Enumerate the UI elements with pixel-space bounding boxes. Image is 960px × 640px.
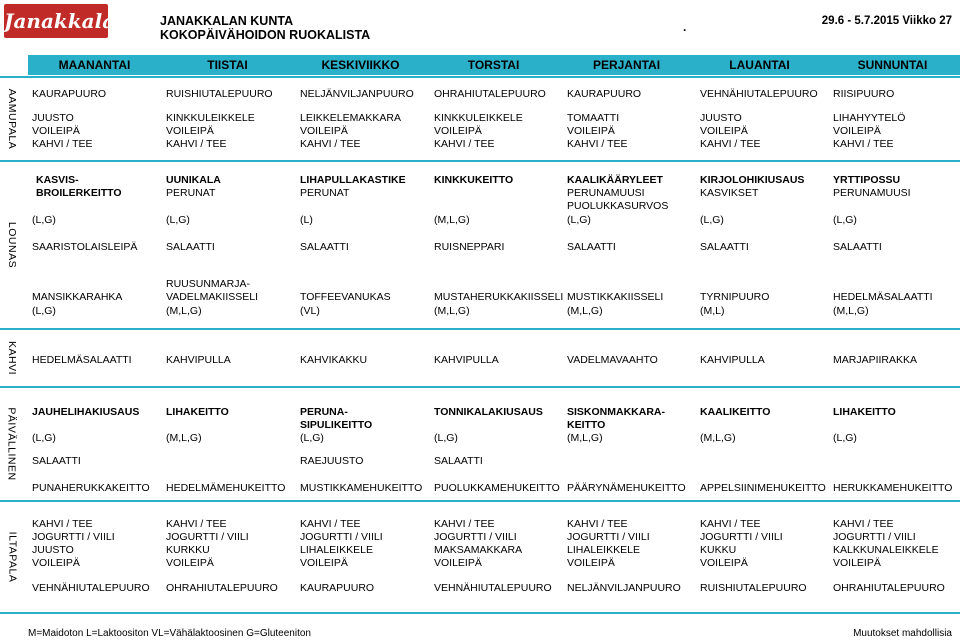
menu-item: JOGURTTI / VIILI bbox=[567, 531, 650, 543]
menu-item: KAALIKÄÄRYLEET bbox=[567, 174, 663, 186]
menu-item: KAHVIPULLA bbox=[434, 354, 499, 366]
menu-item: VOILEIPÄ bbox=[300, 125, 348, 137]
menu-item: HEDELMÄMEHUKEITTO bbox=[166, 482, 286, 494]
menu-item: PERUNA- bbox=[300, 406, 348, 418]
menu-item: JUUSTO bbox=[700, 112, 742, 124]
day-header: PERJANTAI bbox=[592, 58, 661, 72]
menu-item: APPELSIINIMEHUKEITTO bbox=[700, 482, 826, 494]
menu-item: NELJÄNVILJANPUURO bbox=[300, 88, 414, 100]
menu-item: (L,G) bbox=[32, 305, 56, 317]
menu-item: JOGURTTI / VIILI bbox=[434, 531, 517, 543]
menu-item: RUISNEPPARI bbox=[434, 241, 505, 253]
menu-item: PÄÄRYNÄMEHUKEITTO bbox=[567, 482, 686, 494]
menu-item: SALAATTI bbox=[166, 241, 215, 253]
menu-item: LIHALEIKKELE bbox=[300, 544, 373, 556]
menu-item: SALAATTI bbox=[700, 241, 749, 253]
menu-item: JOGURTTI / VIILI bbox=[833, 531, 916, 543]
menu-item: RAEJUUSTO bbox=[300, 455, 364, 467]
menu-item: JOGURTTI / VIILI bbox=[300, 531, 383, 543]
menu-item: KAHVI / TEE bbox=[166, 518, 227, 530]
day-header: MAANANTAI bbox=[58, 58, 131, 72]
janakkala-logo: Janakkala bbox=[4, 4, 108, 38]
menu-item: VOILEIPÄ bbox=[567, 557, 615, 569]
menu-item: VOILEIPÄ bbox=[166, 557, 214, 569]
menu-item: KAHVI / TEE bbox=[567, 138, 628, 150]
divider bbox=[0, 76, 960, 78]
menu-item: TYRNIPUURO bbox=[700, 291, 770, 303]
menu-item: LIHAKEITTO bbox=[833, 406, 896, 418]
title-line-2: KOKOPÄIVÄHOIDON RUOKALISTA bbox=[160, 28, 371, 42]
menu-item: VOILEIPÄ bbox=[300, 557, 348, 569]
menu-item: NELJÄNVILJANPUURO bbox=[567, 582, 681, 594]
menu-item: SISKONMAKKARA- bbox=[567, 406, 665, 418]
menu-item: KAALIKEITTO bbox=[700, 406, 771, 418]
page-title bbox=[160, 14, 370, 42]
menu-item: KAHVI / TEE bbox=[700, 138, 761, 150]
menu-item: VOILEIPÄ bbox=[434, 125, 482, 137]
menu-item: TOMAATTI bbox=[567, 112, 620, 124]
menu-item: (L,G) bbox=[32, 214, 56, 226]
menu-item: VOILEIPÄ bbox=[833, 557, 881, 569]
menu-item: KAHVI / TEE bbox=[300, 518, 361, 530]
menu-item: MARJAPIIRAKKA bbox=[833, 354, 918, 366]
day-header: SUNNUNTAI bbox=[857, 58, 928, 72]
menu-item: (M,L,G) bbox=[700, 432, 736, 444]
menu-item: VOILEIPÄ bbox=[567, 125, 615, 137]
menu-item: (L,G) bbox=[32, 432, 56, 444]
menu-item: (M,L,G) bbox=[166, 432, 202, 444]
menu-item: (L,G) bbox=[833, 214, 857, 226]
section-label-paivallinen: PÄIVÄLLINEN bbox=[6, 407, 19, 481]
menu-item: PUNAHERUKKAKEITTO bbox=[32, 482, 150, 494]
menu-item: SIPULIKEITTO bbox=[300, 419, 373, 431]
title-line-1: JANAKKALAN KUNTA bbox=[160, 14, 294, 28]
menu-item: PERUNAT bbox=[166, 187, 216, 199]
menu-item: VOILEIPÄ bbox=[700, 557, 748, 569]
menu-item: PERUNAT bbox=[300, 187, 350, 199]
menu-item: SALAATTI bbox=[833, 241, 882, 253]
menu-item: KAHVI / TEE bbox=[434, 138, 495, 150]
section-label-aamupala: AAMUPALA bbox=[6, 88, 19, 150]
menu-item: (M,L) bbox=[700, 305, 725, 317]
menu-item: KAHVI / TEE bbox=[434, 518, 495, 530]
day-header: TORSTAI bbox=[467, 58, 520, 72]
menu-item: JAUHELIHAKIUSAUS bbox=[32, 406, 140, 418]
menu-item: VEHNÄHIUTALEPUURO bbox=[700, 88, 818, 100]
menu-item: OHRAHIUTALEPUURO bbox=[434, 88, 546, 100]
menu-item: KAURAPUURO bbox=[300, 582, 375, 594]
menu-item: KURKKU bbox=[166, 544, 210, 556]
menu-item: UUNIKALA bbox=[166, 174, 221, 186]
menu-item: MAKSAMAKKARA bbox=[434, 544, 523, 556]
menu-item: PERUNAMUUSI bbox=[833, 187, 911, 199]
day-header: TIISTAI bbox=[207, 58, 248, 72]
menu-item: VADELMAVAAHTO bbox=[567, 354, 658, 366]
menu-item: (M,L,G) bbox=[567, 432, 603, 444]
menu-item: KALKKUNALEIKKELE bbox=[833, 544, 939, 556]
menu-item: (L,G) bbox=[567, 214, 591, 226]
menu-item: KAHVI / TEE bbox=[833, 138, 894, 150]
menu-item: SALAATTI bbox=[32, 455, 81, 467]
menu-item: KAHVI / TEE bbox=[300, 138, 361, 150]
menu-item: TOFFEEVANUKAS bbox=[300, 291, 391, 303]
menu-item: OHRAHIUTALEPUURO bbox=[166, 582, 278, 594]
changes-note: Muutokset mahdollisia bbox=[853, 628, 952, 639]
menu-item: (M,L,G) bbox=[434, 214, 470, 226]
menu-item: MUSTIKKAMEHUKEITTO bbox=[300, 482, 423, 494]
menu-item: RUISHIUTALEPUURO bbox=[166, 88, 273, 100]
menu-item: KUKKU bbox=[700, 544, 737, 556]
menu-item: LEIKKELEMAKKARA bbox=[300, 112, 401, 124]
menu-item: VOILEIPÄ bbox=[700, 125, 748, 137]
menu-item: KAHVIPULLA bbox=[166, 354, 231, 366]
menu-item: KEITTO bbox=[567, 419, 606, 431]
menu-item: JOGURTTI / VIILI bbox=[700, 531, 783, 543]
menu-item: PUOLUKKASURVOS bbox=[567, 200, 669, 212]
menu-item: YRTTIPOSSU bbox=[833, 174, 901, 186]
menu-item: (L,G) bbox=[833, 432, 857, 444]
menu-item: PUOLUKKAMEHUKEITTO bbox=[434, 482, 560, 494]
menu-item: (M,L,G) bbox=[434, 305, 470, 317]
menu-item: VADELMAKIISSELI bbox=[166, 291, 259, 303]
menu-item: (M,L,G) bbox=[166, 305, 202, 317]
menu-item: HEDELMÄSALAATTI bbox=[833, 291, 933, 303]
section-label-lounas: LOUNAS bbox=[6, 221, 18, 269]
menu-item: KINKKULEIKKELE bbox=[166, 112, 255, 124]
menu-item: JUUSTO bbox=[32, 112, 74, 124]
day-header-bar bbox=[28, 55, 960, 75]
menu-item: BROILERKEITTO bbox=[36, 187, 122, 199]
menu-item: LIHAPULLAKASTIKE bbox=[300, 174, 406, 186]
menu-item: VOILEIPÄ bbox=[833, 125, 881, 137]
menu-item: VOILEIPÄ bbox=[32, 557, 80, 569]
menu-item: VEHNÄHIUTALEPUURO bbox=[32, 582, 150, 594]
menu-item: HEDELMÄSALAATTI bbox=[32, 354, 132, 366]
menu-item: KAHVI / TEE bbox=[567, 518, 628, 530]
menu-item: SAARISTOLAISLEIPÄ bbox=[32, 241, 138, 253]
day-header: KESKIVIIKKO bbox=[321, 58, 400, 72]
menu-item: (L,G) bbox=[166, 214, 190, 226]
menu-item: SALAATTI bbox=[434, 455, 483, 467]
menu-item: (L) bbox=[300, 214, 313, 226]
divider bbox=[0, 612, 960, 614]
menu-item: KINKKULEIKKELE bbox=[434, 112, 523, 124]
menu-item: VOILEIPÄ bbox=[166, 125, 214, 137]
menu-item: JOGURTTI / VIILI bbox=[166, 531, 249, 543]
menu-item: LIHAKEITTO bbox=[166, 406, 229, 418]
menu-item: MANSIKKARAHKA bbox=[32, 291, 123, 303]
menu-item: MUSTIKKAKIISSELI bbox=[567, 291, 664, 303]
menu-item: RIISIPUURO bbox=[833, 88, 895, 100]
menu-item: RUISHIUTALEPUURO bbox=[700, 582, 807, 594]
menu-item: OHRAHIUTALEPUURO bbox=[833, 582, 945, 594]
menu-item: (VL) bbox=[300, 305, 320, 317]
menu-item: KASVIKSET bbox=[700, 187, 759, 199]
divider bbox=[0, 500, 960, 502]
menu-item: PERUNAMUUSI bbox=[567, 187, 645, 199]
diet-legend: M=Maidoton L=Laktoositon VL=Vähälaktoosinen G=Gluteeniton bbox=[28, 628, 311, 639]
section-label-kahvi: KAHVI bbox=[6, 340, 19, 376]
menu-item: KIRJOLOHIKIUSAUS bbox=[700, 174, 805, 186]
menu-item: KAHVI / TEE bbox=[166, 138, 227, 150]
menu-item: LIHAHYYTELÖ bbox=[833, 112, 906, 124]
menu-item: HERUKKAMEHUKEITTO bbox=[833, 482, 953, 494]
week-date: 29.6 - 5.7.2015 Viikko 27 bbox=[821, 15, 952, 27]
divider bbox=[0, 386, 960, 388]
menu-item: LIHALEIKKELE bbox=[567, 544, 640, 556]
menu-item: KAURAPUURO bbox=[32, 88, 107, 100]
divider bbox=[0, 328, 960, 330]
menu-item: TONNIKALAKIUSAUS bbox=[434, 406, 543, 418]
menu-item: VEHNÄHIUTALEPUURO bbox=[434, 582, 552, 594]
menu-item: RUUSUNMARJA- bbox=[166, 278, 250, 290]
menu-item: KAURAPUURO bbox=[567, 88, 642, 100]
menu-item: SALAATTI bbox=[300, 241, 349, 253]
menu-item: JOGURTTI / VIILI bbox=[32, 531, 115, 543]
menu-item: KAHVIPULLA bbox=[700, 354, 765, 366]
menu-item: (L,G) bbox=[434, 432, 458, 444]
menu-item: MUSTAHERUKKAKIISSELI bbox=[434, 291, 564, 303]
menu-item: VOILEIPÄ bbox=[434, 557, 482, 569]
menu-item: (M,L,G) bbox=[833, 305, 869, 317]
menu-item: KAHVI / TEE bbox=[833, 518, 894, 530]
menu-item: (L,G) bbox=[700, 214, 724, 226]
menu-item: JUUSTO bbox=[32, 544, 74, 556]
menu-item: KASVIS- bbox=[36, 174, 79, 186]
menu-item: KAHVI / TEE bbox=[32, 518, 93, 530]
menu-item: KAHVI / TEE bbox=[32, 138, 93, 150]
menu-item: VOILEIPÄ bbox=[32, 125, 80, 137]
menu-item: KAHVIKAKKU bbox=[300, 354, 368, 366]
day-header: LAUANTAI bbox=[729, 58, 790, 72]
menu-item: KINKKUKEITTO bbox=[434, 174, 514, 186]
menu-item: (L,G) bbox=[300, 432, 324, 444]
menu-item: SALAATTI bbox=[567, 241, 616, 253]
header-dot: . bbox=[683, 20, 687, 34]
section-label-iltapala: ILTAPALA bbox=[6, 531, 18, 583]
divider bbox=[0, 160, 960, 162]
menu-item: KAHVI / TEE bbox=[700, 518, 761, 530]
menu-item: (M,L,G) bbox=[567, 305, 603, 317]
